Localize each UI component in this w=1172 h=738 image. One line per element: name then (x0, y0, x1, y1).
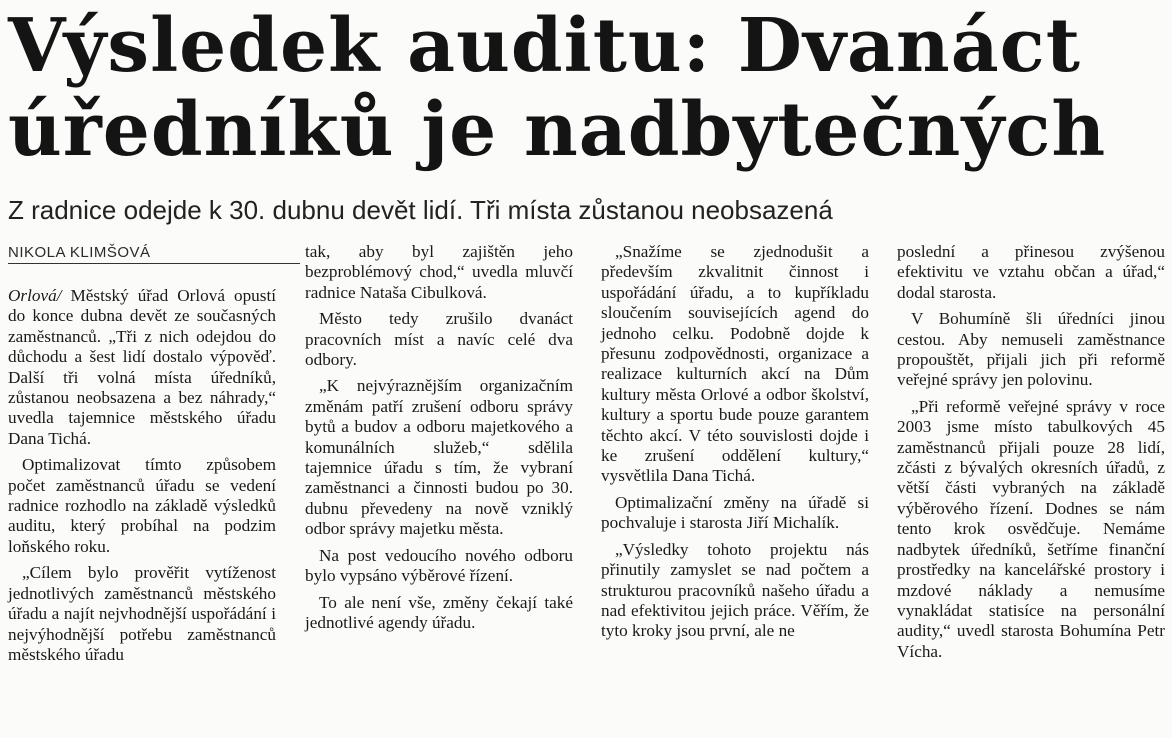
paragraph-text: Městský úřad Orlová opustí do konce dubna devět ze současných zaměstnanců. „Tři z nich odejdou do důchodu a šest lidí dostalo výpověď. Další tři volná místa úředníků, zůstanou neobsazena a bez náhrady,“ uvedla tajemnice městského úřadu Dana Tichá. (8, 286, 276, 448)
article-column-2 (305, 242, 573, 633)
dateline: Orlová/ (8, 286, 62, 305)
headline (8, 4, 1168, 172)
subheadline: Z radnice odejde k 30. dubnu devět lidí. Tři místa zůstanou neobsazená (8, 195, 833, 225)
paragraph: „Při reformě veřejné správy v roce 2003 jsme místo tabulkových 45 zaměstnanců přijali pouze 28 lidí, zčásti z bývalých okresních úřadů, z větší části vybraných na základě výběrového řízení. Dodnes se nám tento krok osvědčuje. Nemáme nadbytek úředníků, šetříme finanční prostředky na kancelářské prostory i mzdové náklady a nemusíme vynakládat statisíce na personální audity,“ uvedl starosta Bohumína Petr Vícha. (897, 396, 1165, 661)
paragraph: Optimalizační změny na úřadě si pochvaluje i starosta Jiří Michalík. (601, 492, 869, 533)
paragraph: Optimalizovat tímto způsobem počet zaměstnanců úřadu se vedení radnice rozhodlo na základě výsledků auditu, který probíhal na podzim loňského roku. (8, 455, 276, 556)
paragraph: Na post vedoucího nového odboru bylo vypsáno výběrové řízení. (305, 545, 573, 586)
paragraph: V Bohumíně šli úředníci jinou cestou. Aby nemuseli zaměstnance propouštět, přijali jich při reformě veřejné správy jen polovinu. (897, 309, 1165, 390)
paragraph: „Cílem bylo prověřit vytíženost jednotlivých zaměstnanců městského úřadu a najít nejvhodnější uspořádání i nejvýhodnější potřebu zaměstnanců městského úřadu (8, 563, 276, 664)
headline-line-2: úředníků je nadbytečných (8, 87, 1107, 173)
article-column-1 (8, 286, 276, 665)
byline: NIKOLA KLIMŠOVÁ (8, 244, 300, 264)
article-column-3 (601, 242, 869, 642)
paragraph: To ale není vše, změny čekají také jednotlivé agendy úřadu. (305, 592, 573, 632)
paragraph (8, 286, 276, 449)
paragraph: Město tedy zrušilo dvanáct pracovních míst a navíc celé dva odbory. (305, 309, 573, 370)
paragraph: tak, aby byl zajištěn jeho bezproblémový chod,“ uvedla mluvčí radnice Nataša Cibulková. (305, 242, 573, 302)
paragraph: poslední a přinesou zvýšenou efektivitu ve vztahu občan a úřad,“ dodal starosta. (897, 242, 1165, 302)
paragraph: „Snažíme se zjednodušit a především zkvalitnit činnost i uspořádání úřadu, a to kupříkladu sloučením souvisejících agend do jednoho celku. Podobně dojde k přesunu zodpovědnosti, organizace a realizace kulturních akcí na Dům kultury města Orlové a odbor školství, kultury a sportu bude pouze garantem těchto akcí. V této souvislosti dojde i ke zrušení oddělení kultury,“ vysvětlila Dana Tichá. (601, 242, 869, 486)
headline-line-1: Výsledek auditu: Dvanáct (8, 3, 1081, 89)
paragraph: „Výsledky tohoto projektu nás přinutily zamyslet se nad počtem a strukturou pracovníků našeho úřadu a nad efektivitou jejich práce. Věřím, že tyto kroky jsou první, ale ne (601, 539, 869, 641)
paragraph: „K nejvýraznějším organizačním změnám patří zrušení odboru správy bytů a budov a odboru majetkového a komunálních služeb,“ sdělila tajemnice úřadu s tím, že vybraní zaměstnanci a činnosti budou po 30. dubnu převedeny na nově vzniklý odbor správy majetku města. (305, 376, 573, 539)
article-column-4 (897, 242, 1165, 662)
